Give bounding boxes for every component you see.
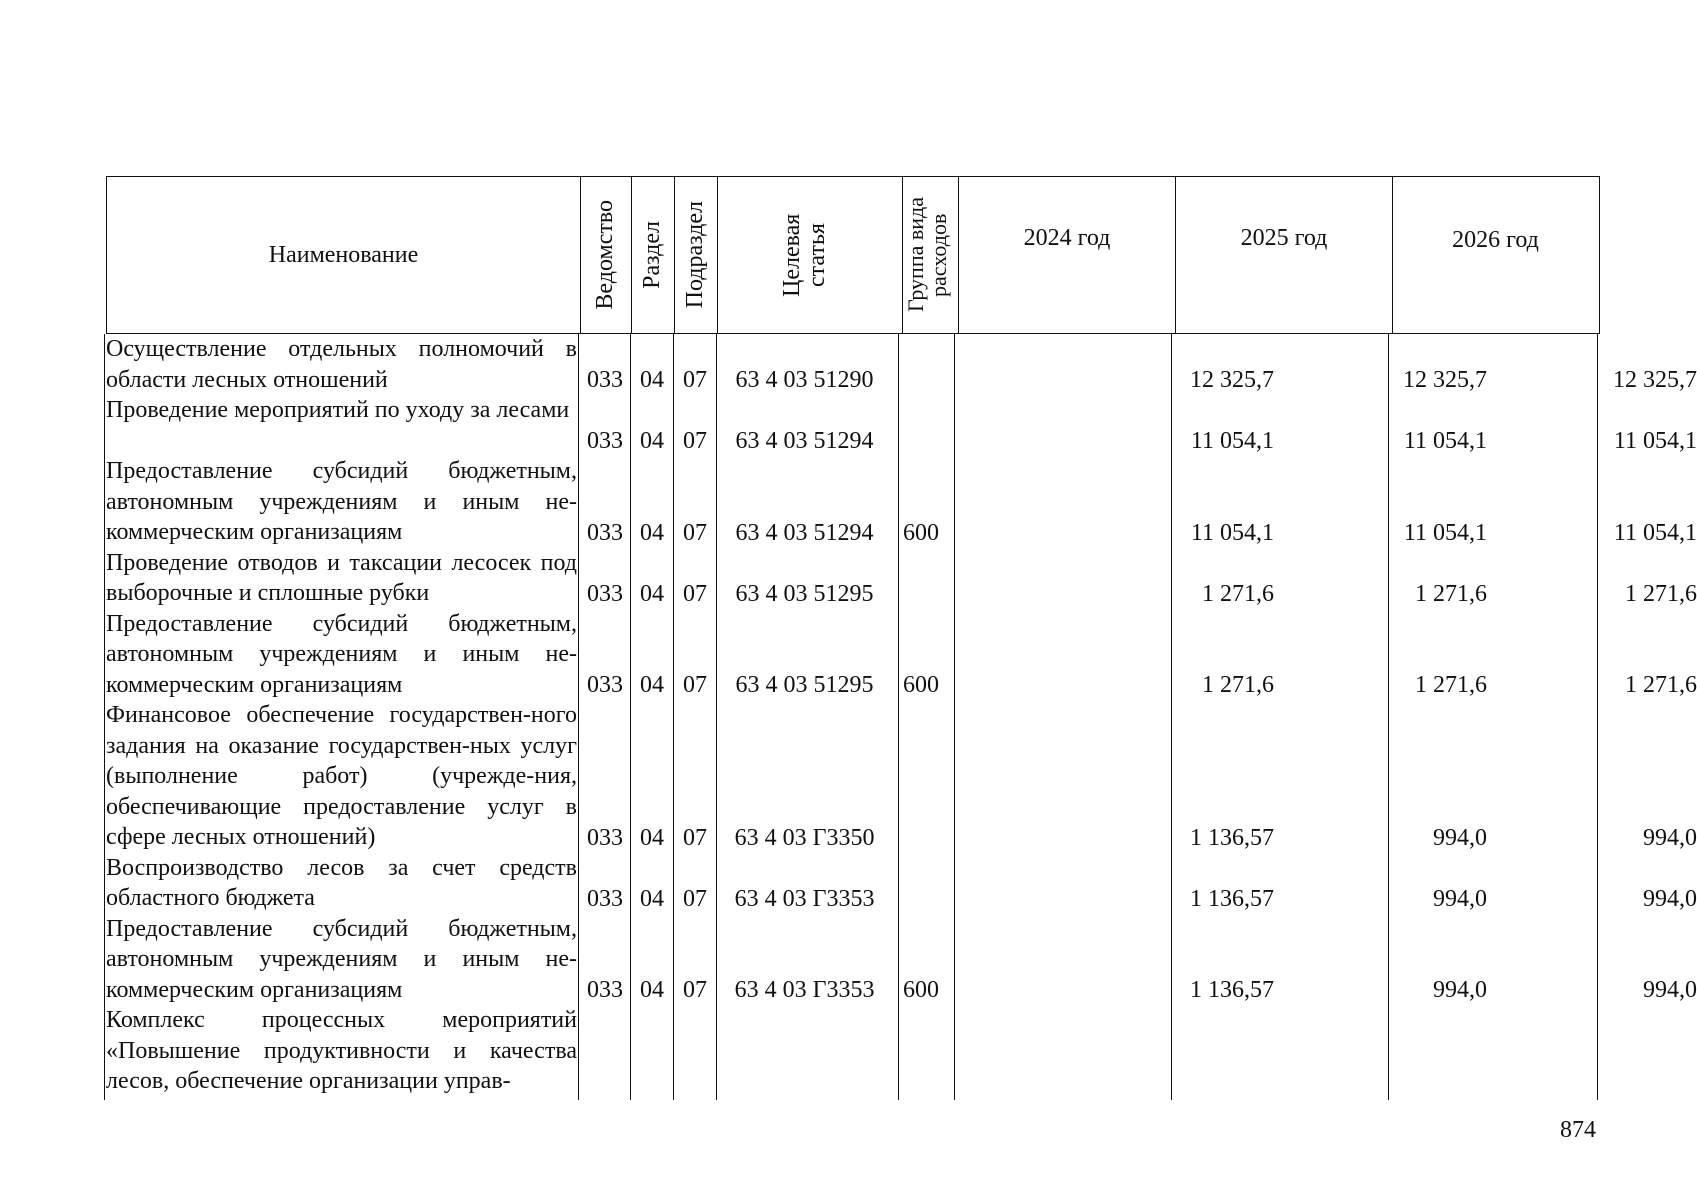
- row-y2026: 1 271,6: [1625, 672, 1697, 698]
- row-y2024: 1 271,6: [1202, 672, 1274, 698]
- row-razdel: 04: [640, 824, 664, 851]
- row-name: Воспроизводство лесов за счет средств областного бюджета: [106, 854, 577, 911]
- header-gruppa: [903, 177, 959, 333]
- row-name: Финансовое обеспечение государствен-ного задания на оказание государствен-ных услуг (выполнение работ) (учрежде-ния, обеспечивающие предоставление услуг в сфере лесных отношений): [106, 702, 577, 850]
- row-razdel: 04: [640, 519, 664, 546]
- row-y2024: 11 054,1: [1190, 428, 1274, 454]
- row-podrazdel: 07: [683, 580, 707, 607]
- row-name: Проведение отводов и таксации лесосек под выборочные и сплошные рубки: [106, 549, 577, 606]
- row-podrazdel: 07: [683, 672, 707, 698]
- row-gruppa: 600: [903, 977, 939, 1003]
- row-celevaya: 63 4 03 51290: [735, 367, 874, 393]
- row-ved: 033: [587, 977, 623, 1003]
- table-body: [104, 334, 1697, 1100]
- row-y2026: 994,0: [1643, 824, 1697, 851]
- row-name: Предоставление субсидий бюджетным, автономным учреждениям и иным не-коммерческим организациям: [106, 915, 577, 1003]
- row-name: Предоставление субсидий бюджетным, автономным учреждениям и иным не-коммерческим организациям: [106, 610, 577, 698]
- header-2024: [959, 177, 1176, 333]
- row-y2025: 994,0: [1433, 885, 1487, 912]
- header-name: [107, 177, 581, 333]
- row-name: Предоставление субсидий бюджетным, автономным учреждениям и иным не-коммерческим организациям: [106, 458, 577, 545]
- row-razdel: 04: [640, 428, 664, 454]
- table-row: [104, 609, 1697, 701]
- header-2025-label: 2025 год: [1240, 225, 1328, 251]
- row-razdel: 04: [640, 672, 664, 698]
- header-2026: [1393, 177, 1598, 333]
- row-y2026: 994,0: [1643, 977, 1697, 1003]
- row-name: Осуществление отдельных полномочий в области лесных отношений: [106, 336, 577, 393]
- row-name: Проведение мероприятий по уходу за лесами: [106, 397, 570, 423]
- row-podrazdel: 07: [683, 367, 707, 393]
- row-y2026: 11 054,1: [1613, 428, 1697, 454]
- row-y2026: 994,0: [1643, 885, 1697, 912]
- row-y2024: 1 271,6: [1202, 580, 1274, 607]
- row-celevaya: 63 4 03 51294: [735, 428, 874, 454]
- header-ved: [581, 177, 632, 333]
- row-y2025: 994,0: [1433, 824, 1487, 851]
- row-podrazdel: 07: [683, 824, 707, 851]
- row-razdel: 04: [640, 977, 664, 1003]
- row-y2024: 1 136,57: [1190, 885, 1274, 912]
- table-row: [104, 1005, 1598, 1097]
- header-2025: [1176, 177, 1393, 333]
- row-celevaya: 63 4 03 Г3353: [734, 977, 875, 1003]
- row-celevaya: 63 4 03 Г3350: [734, 824, 875, 851]
- row-podrazdel: 07: [683, 428, 707, 454]
- header-celevaya-label: Целевая статья: [779, 213, 831, 297]
- row-razdel: 04: [640, 367, 664, 393]
- row-razdel: 04: [640, 580, 664, 607]
- row-razdel: 04: [640, 885, 664, 912]
- table-row: [104, 395, 1697, 456]
- table-row: [104, 548, 1697, 609]
- row-y2026: 1 271,6: [1625, 580, 1697, 607]
- row-y2025: 11 054,1: [1403, 519, 1487, 546]
- row-ved: 033: [587, 428, 623, 454]
- row-y2026: 12 325,7: [1613, 367, 1697, 393]
- header-razdel-label: Раздел: [639, 221, 666, 289]
- row-y2025: 12 325,7: [1403, 367, 1487, 393]
- row-ved: 033: [587, 824, 623, 851]
- header-podrazdel-label: Подраздел: [682, 201, 709, 309]
- row-y2024: 11 054,1: [1190, 519, 1274, 546]
- row-y2024: 1 136,57: [1190, 824, 1274, 851]
- row-name: Комплекс процессных мероприятий «Повышение продуктивности и качества лесов, обеспечение организации управ-: [106, 1007, 577, 1094]
- header-celevaya: [718, 177, 903, 333]
- table-row: [104, 700, 1697, 853]
- row-ved: 033: [587, 885, 623, 912]
- row-y2025: 11 054,1: [1403, 428, 1487, 454]
- row-y2025: 1 271,6: [1415, 672, 1487, 698]
- table-header: [106, 176, 1600, 334]
- header-razdel: [632, 177, 675, 333]
- row-celevaya: 63 4 03 51295: [735, 672, 874, 698]
- row-celevaya: 63 4 03 51295: [735, 580, 874, 607]
- row-gruppa: 600: [903, 519, 939, 546]
- page-number: 874: [1560, 1117, 1596, 1143]
- header-gruppa-label: Группа вида расходов: [902, 197, 951, 313]
- row-ved: 033: [587, 672, 623, 698]
- row-ved: 033: [587, 580, 623, 607]
- row-y2025: 1 271,6: [1415, 580, 1487, 607]
- table-row: [104, 334, 1697, 395]
- header-name-label: Наименование: [268, 241, 419, 268]
- table-row: [104, 914, 1697, 1006]
- row-y2024: 12 325,7: [1190, 367, 1274, 393]
- row-ved: 033: [587, 367, 623, 393]
- header-2026-label: 2026 год: [1452, 227, 1539, 253]
- row-y2024: 1 136,57: [1190, 977, 1274, 1003]
- row-y2026: 11 054,1: [1613, 519, 1697, 546]
- row-podrazdel: 07: [683, 977, 707, 1003]
- table-row: [104, 456, 1697, 548]
- row-celevaya: 63 4 03 Г3353: [734, 885, 875, 912]
- row-podrazdel: 07: [683, 519, 707, 546]
- row-ved: 033: [587, 519, 623, 546]
- row-gruppa: 600: [903, 672, 939, 698]
- row-y2025: 994,0: [1433, 977, 1487, 1003]
- row-podrazdel: 07: [683, 885, 707, 912]
- table-row: [104, 853, 1697, 914]
- header-ved-label: Ведомство: [592, 200, 619, 310]
- header-podrazdel: [675, 177, 718, 333]
- row-celevaya: 63 4 03 51294: [735, 519, 874, 546]
- header-2024-label: 2024 год: [1023, 225, 1111, 251]
